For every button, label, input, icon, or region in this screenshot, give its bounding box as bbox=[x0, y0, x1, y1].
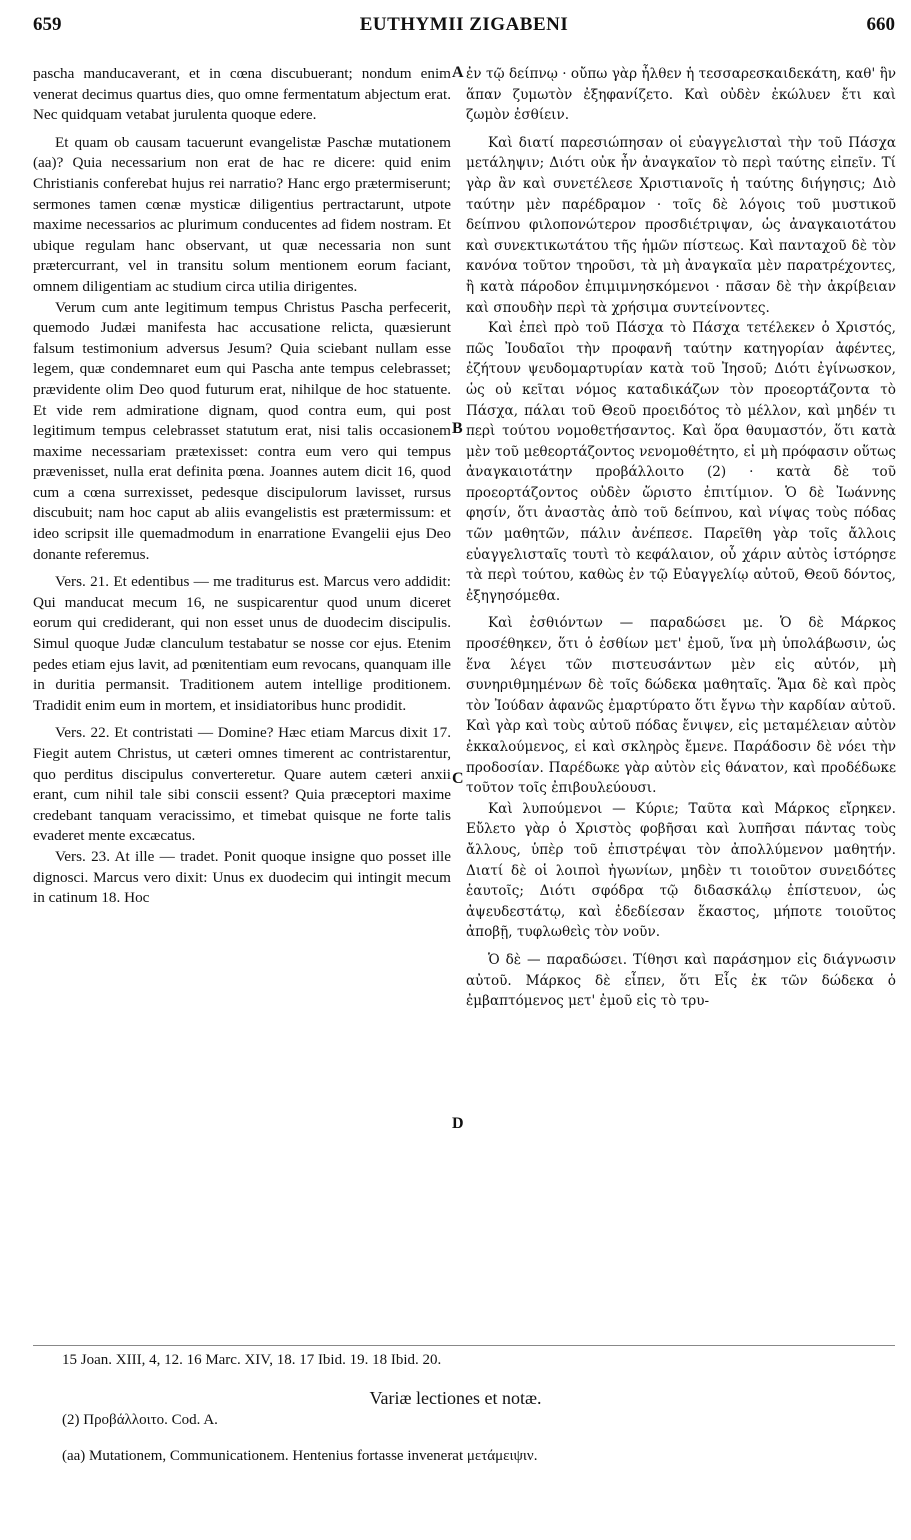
margin-marker-b: B bbox=[452, 420, 463, 437]
page-number-left: 659 bbox=[33, 14, 62, 35]
running-title: EUTHYMII ZIGABENI bbox=[359, 14, 569, 35]
margin-marker-c: C bbox=[452, 770, 464, 787]
greek-paragraph: Καὶ διατί παρεσιώπησαν οἱ εὐαγγελισταὶ τὴν τοῦ Πάσχα μετάληψιν; Διότι οὐκ ἦν ἀναγκαῖον τὸ περὶ ταύτης εἰπεῖν. Τί γὰρ ἂν καὶ συνετέλεσε Χριστιανοῖς ἡ ταύτης διήγησις; Διὸ ταύτην μὲν παρέδραμον · τοῖς δὲ λόγοις τοῦ μυστικοῦ δείπνου φιλοπονώτερον προσδιέτριψαν, ὡς ἀναγκαιοτάτου καὶ συνεκτικωτάτου τῆς ἡμῶν πίστεως. Καὶ πανταχοῦ δὲ τὸν κανόνα τοῦτον τηροῦσι, τὰ μὴ ἀναγκαῖα μὲν παρατρέχοντες, ἢ κατὰ πάροδον ἐπιμιμνησκόμενοι · πᾶσαν δὲ τὴν ἀκρίβειαν καὶ σπουδὴν περὶ τὰ χρήσιμα συντείνοντες. bbox=[466, 134, 896, 316]
greek-paragraph: Ὁ δὲ — παραδώσει. Τίθησι καὶ παράσημον εἰς διάγνωσιν αὐτοῦ. Μάρκος δὲ εἶπεν, ὅτι Εἷς ἐκ τῶν δώδεκα ὁ ἐμβαπτόμενος μετ' ἐμοῦ εἰς τὸ τρυ- bbox=[466, 951, 896, 1010]
greek-column bbox=[466, 64, 896, 1012]
greek-paragraph: Καὶ ἐσθιόντων — παραδώσει με. Ὁ δὲ Μάρκος προσέθηκεν, ὅτι ὁ ἐσθίων μετ' ἐμοῦ, ἵνα μὴ ὑπολάβωσιν, ὡς ἕνα λέγει τῶν πιστευσάντων μὲν εἰς αὐτόν, μὴ συνηριθμημένων δὲ τοῖς δώδεκα μαθηταῖς. Ἅμα δὲ καὶ πρὸς τὸν Ἰούδαν ἀφανῶς ἐμαρτύρατο ὅτι ἔγνω τὴν καρδίαν αὐτοῦ. Καὶ γὰρ καὶ τοὺς αὐτοῦ πόδας ἔνιψεν, εἰς μεταμέλειαν αὐτὸν ἐκκαλούμενος, εἰ καὶ σκληρὸς ἔμενε. Παράδοσιν δὲ νόει τὴν προδοσίαν. Παρέδωκε γὰρ αὐτὸν εἰς θάνατον, καὶ προδέδωκε τοῦτον τοῖς ἐπιβουλεύουσι. bbox=[466, 615, 896, 797]
latin-paragraph: Vers. 22. Et contristati — Domine? Hæc etiam Marcus dixit 17. Fiegit autem Christus, ut cæteri omnes timerent ac contristarentur, quo perditus discipulus converteretur. Quare autem cæteri anxii erant, cum nihil tale sibi conscii essent? Quia præceptori maxime credebant tanquam veracissimo, et timebat quisque ne forte talis evaderet mente excæcatus. bbox=[33, 724, 451, 845]
variant-note: (2) Προβάλλοιτο. Cod. A. bbox=[62, 1412, 218, 1428]
greek-paragraph: Καὶ λυπούμενοι — Κύριε; Ταῦτα καὶ Μάρκος εἴρηκεν. Εὔλετο γὰρ ὁ Χριστὸς φοβῆσαι καὶ λυπῆσαι πάντας τοὺς ἄλλους, ὑπὲρ τοῦ ἐπιστρέψαι τὸν ἀπολλύμενον μαθητήν. Διατί δὲ οἱ λοιποὶ ἠγωνίων, μηδὲν τι τοιοῦτον συνειδότες ἑαυτοῖς; Διότι σφόδρα τῷ διδασκάλῳ ἐπίστευον, ὡς ἀψευδεστάτῳ, καὶ ἐδεδίεσαν ἕκαστος, μήποτε τοιοῦτος ἀποβῇ, τυφλωθεὶς τὸν νοῦν. bbox=[466, 800, 896, 941]
greek-paragraph: Καὶ ἐπεὶ πρὸ τοῦ Πάσχα τὸ Πάσχα τετέλεκεν ὁ Χριστός, πῶς Ἰουδαῖοι τὴν προφανῆ ταύτην κατηγορίαν ἀφέντες, ἐζήτουν ψευδομαρτυρίαν κατὰ τοῦ Ἰησοῦ; Διότι ἐγίνωσκον, ὡς οὐ κεῖται νόμος καταδικάζων τὸν προεορτάζοντα τὸ Πάσχα, πάλαι τοῦ Θεοῦ προειδότος τὸ μέλλον, καὶ μηδέν τι περὶ τούτου νομοθετήσαντος. Καὶ ὅρα θαυμαστόν, ὅτι κατὰ μὲν τοῦ μεθεορτάζοντος νενομοθέτητο, εἰ μὴ πρόφασιν οὕτως ἀναγκαιοτάτην προβάλλοιτο (2) · κατὰ δὲ τοῦ προεορτάζοντος οὐδὲν ὥριστο ἐπιτίμιον. Ὁ δὲ Ἰωάννης φησίν, ὅτι ἀναστὰς ἀπὸ τοῦ δείπνου, καὶ νίψας τοὺς πόδας τῶν μαθητῶν, πάλιν ἀνέπεσε. Παρεῖθη γὰρ τοῖς ἄλλοις εὐαγγελισταῖς τουτὶ τὸ κεφάλαιον, οὗ χάριν αὐτὸς ἱστόρησε τὰ περὶ τούτου, καθὼς ἐν τῷ Εὐαγγελίῳ αὐτοῦ, Θεοῦ δόντος, ἐξηγησόμεθα. bbox=[466, 320, 896, 604]
variant-note: (aa) Mutationem, Communicationem. Hentenius fortasse invenerat μετάμειψιν. bbox=[62, 1448, 538, 1464]
latin-paragraph: Vers. 21. Et edentibus — me traditurus est. Marcus vero addidit: Qui manducat mecum 16, ne suspicarentur quod unum diceret eorum qui crediderant, qui non esset unus de duodecim discipulis. Simul quoque Judæ clanculum testabatur se nosse cor ejus. Etenim pedes etiam ejus lavit, ad pœnitentiam eum revocans, quanquam ille in duritia permansit. Traditionem autem intellige proditionem. Tradidit enim eum in mortem, et insidiatoribus hunc prodidit. bbox=[33, 573, 451, 714]
latin-paragraph: Verum cum ante legitimum tempus Christus Pascha perfecerit, quemodo Judæi manifesta hac accusatione relicta, quæsierunt falsum testimonium adversus Jesum? Quia sciebant nullam esse legem, quæ condemnaret eum qui Pascha ante tempus celebrasset; prævidente olim Deo quod futurum erat, nihilque de hoc statuente. Et vide rem admiratione dignam, quod contra eum, qui post legitimum tempus celebrasset statutum erat, nisi talis occasionem maxime necessariam prætexisset: contra eum vero qui tempus prævenisset, nulla erat definita pœna. Joannes autem dicit 16, quod cum a cœna surrexisset, pedesque discipulorum lavisset, rursus discubuit; nam hoc caput ab aliis evangelistis est prætermissum: et ideo scripsit ille quemadmodum in enarratione Evangelii ejus Deo donante referemus. bbox=[33, 298, 451, 563]
greek-paragraph: ἐν τῷ δείπνῳ · οὔπω γὰρ ἦλθεν ἡ τεσσαρεσκαιδεκάτη, καθ' ἣν ἅπαν ζυμωτὸν ἐξηφανίζετο. Καὶ οὐδὲν ἐκώλυεν ἔτι καὶ ζωμὸν ἐσθίειν. bbox=[466, 66, 896, 124]
page-number-right: 660 bbox=[866, 14, 895, 35]
page-header bbox=[33, 14, 895, 40]
latin-paragraph: Et quam ob causam tacuerunt evangelistæ Paschæ mutationem (aa)? Quia necessarium non erat de hac re dicere: quid enim Christianis conferebat hujus rei narratio? Hanc ergo prætermiserunt; sermones tamen cœnæ mysticæ diligentius pertractarunt, utpote maxime necessarios ac plurimum conducentes ad fidem nostram. Et ubique regulam hanc observant, ut quæ necessaria non sunt prætercurrant, vel in transitu solum mentionem eorum faciant, omnem diligentiam ac studium circa utilia dirigentes. bbox=[33, 133, 451, 295]
margin-marker-d: D bbox=[452, 1115, 464, 1132]
latin-column bbox=[33, 64, 451, 909]
footnotes: 15 Joan. XIII, 4, 12. 16 Marc. XIV, 18. 17 Ibid. 19. 18 Ibid. 20. bbox=[62, 1352, 442, 1368]
variae-heading: Variæ lectiones et notæ. bbox=[369, 1388, 542, 1408]
footnote-divider bbox=[33, 1345, 895, 1346]
latin-paragraph: Vers. 23. At ille — tradet. Ponit quoque insigne quo posset ille dignosci. Marcus vero dixit: Unus ex duodecim qui intingit mecum in catinum 18. Hoc bbox=[33, 847, 451, 907]
latin-paragraph: pascha manducaverant, et in cœna discubuerant; nondum enim venerat decimus quartus dies, quo omne fermentatum abjectum erat. Nec quidquam vetabat jurulenta quoque edere. bbox=[33, 65, 451, 124]
margin-marker-a: A bbox=[452, 64, 464, 81]
